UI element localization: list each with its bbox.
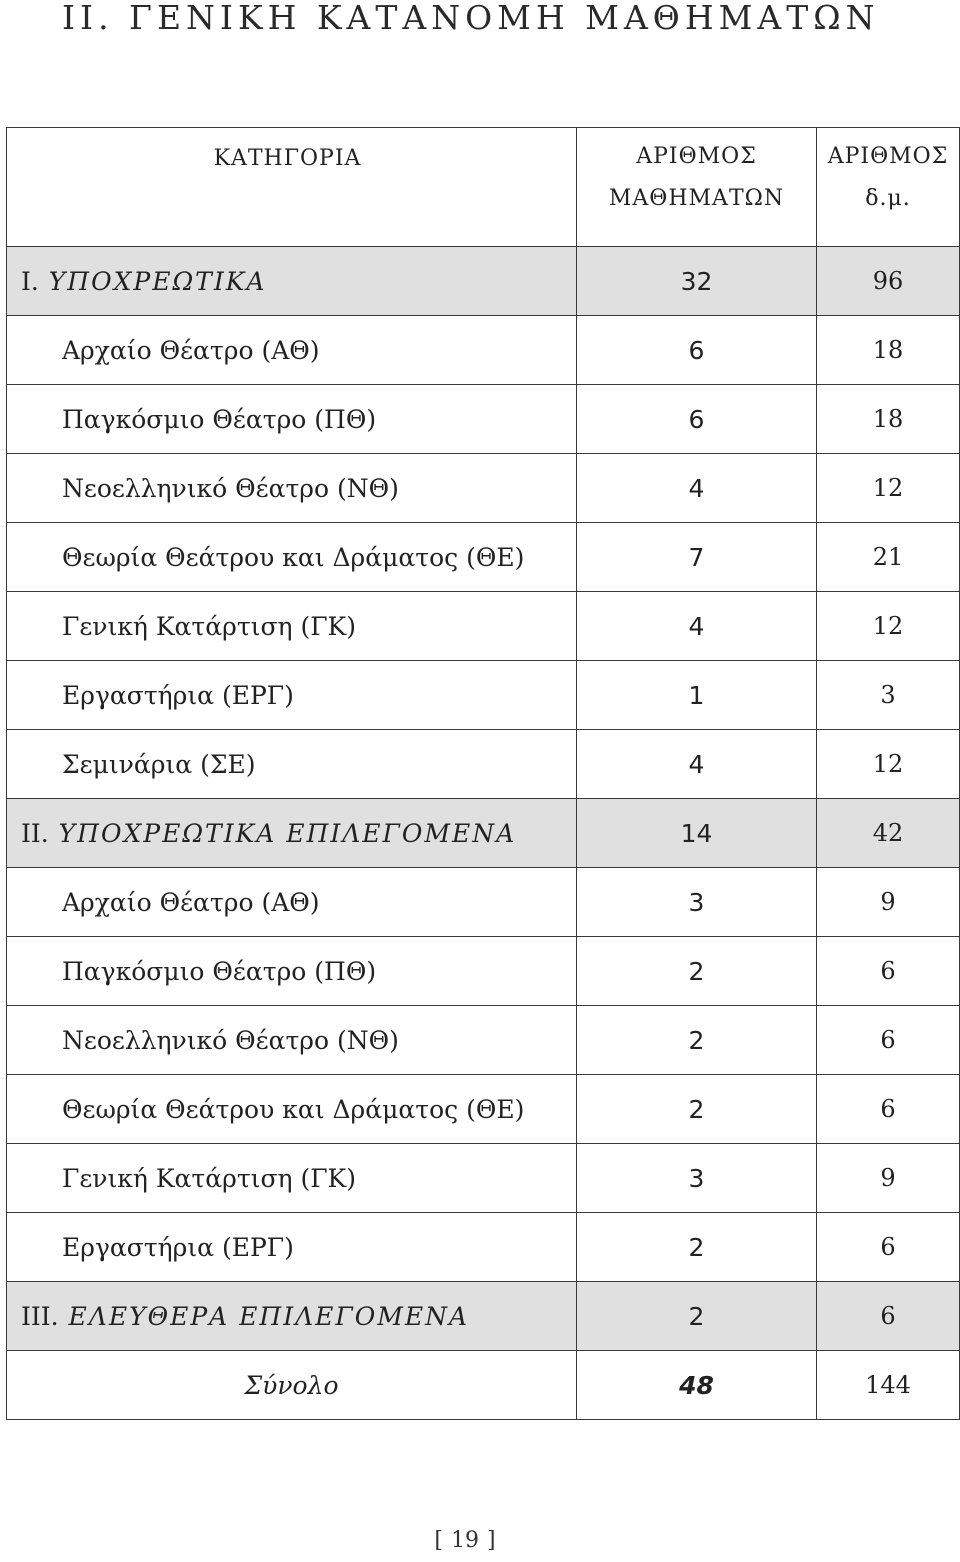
table-row <box>7 1075 960 1144</box>
section-row <box>7 247 960 316</box>
table-row <box>7 1006 960 1075</box>
section-title: ΥΠΟΧΡΕΩΤΙΚΑ <box>48 266 267 296</box>
credits-count: 21 <box>817 523 960 592</box>
table-row <box>7 730 960 799</box>
credits-count: 12 <box>817 592 960 661</box>
section-numeral: ΙΙ. <box>21 818 49 848</box>
header-credits-line1: ΑΡΙΘΜΟΣ <box>827 144 949 169</box>
course-distribution-table <box>6 127 960 1420</box>
courses-count: 4 <box>577 592 817 661</box>
courses-count: 32 <box>577 247 817 316</box>
courses-count: 4 <box>577 454 817 523</box>
table-row <box>7 454 960 523</box>
credits-count: 3 <box>817 661 960 730</box>
table-row <box>7 661 960 730</box>
credits-count: 18 <box>817 385 960 454</box>
section-numeral: Ι. <box>21 266 39 296</box>
category-label: Αρχαίο Θέατρο (ΑΘ) <box>7 868 577 937</box>
header-courses-line1: ΑΡΙΘΜΟΣ <box>636 144 757 169</box>
category-label: Παγκόσμιο Θέατρο (ΠΘ) <box>7 385 577 454</box>
header-category: ΚΑΤΗΓΟΡΙΑ <box>7 128 577 247</box>
courses-count: 4 <box>577 730 817 799</box>
page-footer <box>0 1528 930 1553</box>
category-label: Νεοελληνικό Θέατρο (ΝΘ) <box>7 1006 577 1075</box>
category-label: Εργαστήρια (ΕΡΓ) <box>7 661 577 730</box>
credits-count: 18 <box>817 316 960 385</box>
total-credits: 144 <box>817 1351 960 1420</box>
credits-count: 42 <box>817 799 960 868</box>
credits-count: 9 <box>817 868 960 937</box>
category-label: Γενική Κατάρτιση (ΓΚ) <box>7 592 577 661</box>
table-row <box>7 592 960 661</box>
courses-count: 2 <box>577 937 817 1006</box>
courses-count: 7 <box>577 523 817 592</box>
credits-count: 12 <box>817 730 960 799</box>
table-row <box>7 868 960 937</box>
courses-count: 2 <box>577 1075 817 1144</box>
table-row <box>7 523 960 592</box>
page-bracket-right: ] <box>487 1528 496 1553</box>
total-row <box>7 1351 960 1420</box>
section-label <box>7 1282 577 1351</box>
category-label: Γενική Κατάρτιση (ΓΚ) <box>7 1144 577 1213</box>
courses-count: 3 <box>577 1144 817 1213</box>
table-row <box>7 1144 960 1213</box>
header-courses-line2: ΜΑΘΗΜΑΤΩΝ <box>608 186 785 211</box>
category-label: Αρχαίο Θέατρο (ΑΘ) <box>7 316 577 385</box>
section-title: ΥΠΟΧΡΕΩΤΙΚΑ ΕΠΙΛΕΓΟΜΕΝΑ <box>58 818 517 848</box>
table-row <box>7 937 960 1006</box>
credits-count: 6 <box>817 937 960 1006</box>
credits-count: 6 <box>817 1075 960 1144</box>
page-bracket-left: [ <box>434 1528 443 1553</box>
category-label: Νεοελληνικό Θέατρο (ΝΘ) <box>7 454 577 523</box>
credits-count: 9 <box>817 1144 960 1213</box>
courses-count: 1 <box>577 661 817 730</box>
table-row <box>7 316 960 385</box>
courses-count: 2 <box>577 1282 817 1351</box>
section-label <box>7 247 577 316</box>
credits-count: 12 <box>817 454 960 523</box>
section-numeral: ΙΙΙ. <box>21 1301 59 1331</box>
courses-count: 6 <box>577 385 817 454</box>
header-courses <box>577 128 817 247</box>
category-label: Παγκόσμιο Θέατρο (ΠΘ) <box>7 937 577 1006</box>
section-label <box>7 799 577 868</box>
table-header-row <box>7 128 960 247</box>
courses-count: 3 <box>577 868 817 937</box>
table-row <box>7 1213 960 1282</box>
page-title: ΙΙ. ΓΕΝΙΚΗ ΚΑΤΑΝΟΜΗ ΜΑΘΗΜΑΤΩΝ <box>62 0 880 37</box>
total-label: Σύνολο <box>7 1351 577 1420</box>
section-row <box>7 799 960 868</box>
section-row <box>7 1282 960 1351</box>
category-label: Θεωρία Θεάτρου και Δράματος (ΘΕ) <box>7 1075 577 1144</box>
credits-count: 96 <box>817 247 960 316</box>
credits-count: 6 <box>817 1213 960 1282</box>
category-label: Σεμινάρια (ΣΕ) <box>7 730 577 799</box>
table-row <box>7 385 960 454</box>
courses-count: 2 <box>577 1006 817 1075</box>
credits-count: 6 <box>817 1282 960 1351</box>
page-number: 19 <box>451 1528 479 1553</box>
header-credits-line2: δ.μ. <box>865 186 911 211</box>
category-label: Θεωρία Θεάτρου και Δράματος (ΘΕ) <box>7 523 577 592</box>
courses-count: 6 <box>577 316 817 385</box>
header-credits <box>817 128 960 247</box>
courses-count: 2 <box>577 1213 817 1282</box>
credits-count: 6 <box>817 1006 960 1075</box>
total-courses: 48 <box>577 1351 817 1420</box>
courses-count: 14 <box>577 799 817 868</box>
category-label: Εργαστήρια (ΕΡΓ) <box>7 1213 577 1282</box>
section-title: ΕΛΕΥΘΕΡΑ ΕΠΙΛΕΓΟΜΕΝΑ <box>68 1301 470 1331</box>
